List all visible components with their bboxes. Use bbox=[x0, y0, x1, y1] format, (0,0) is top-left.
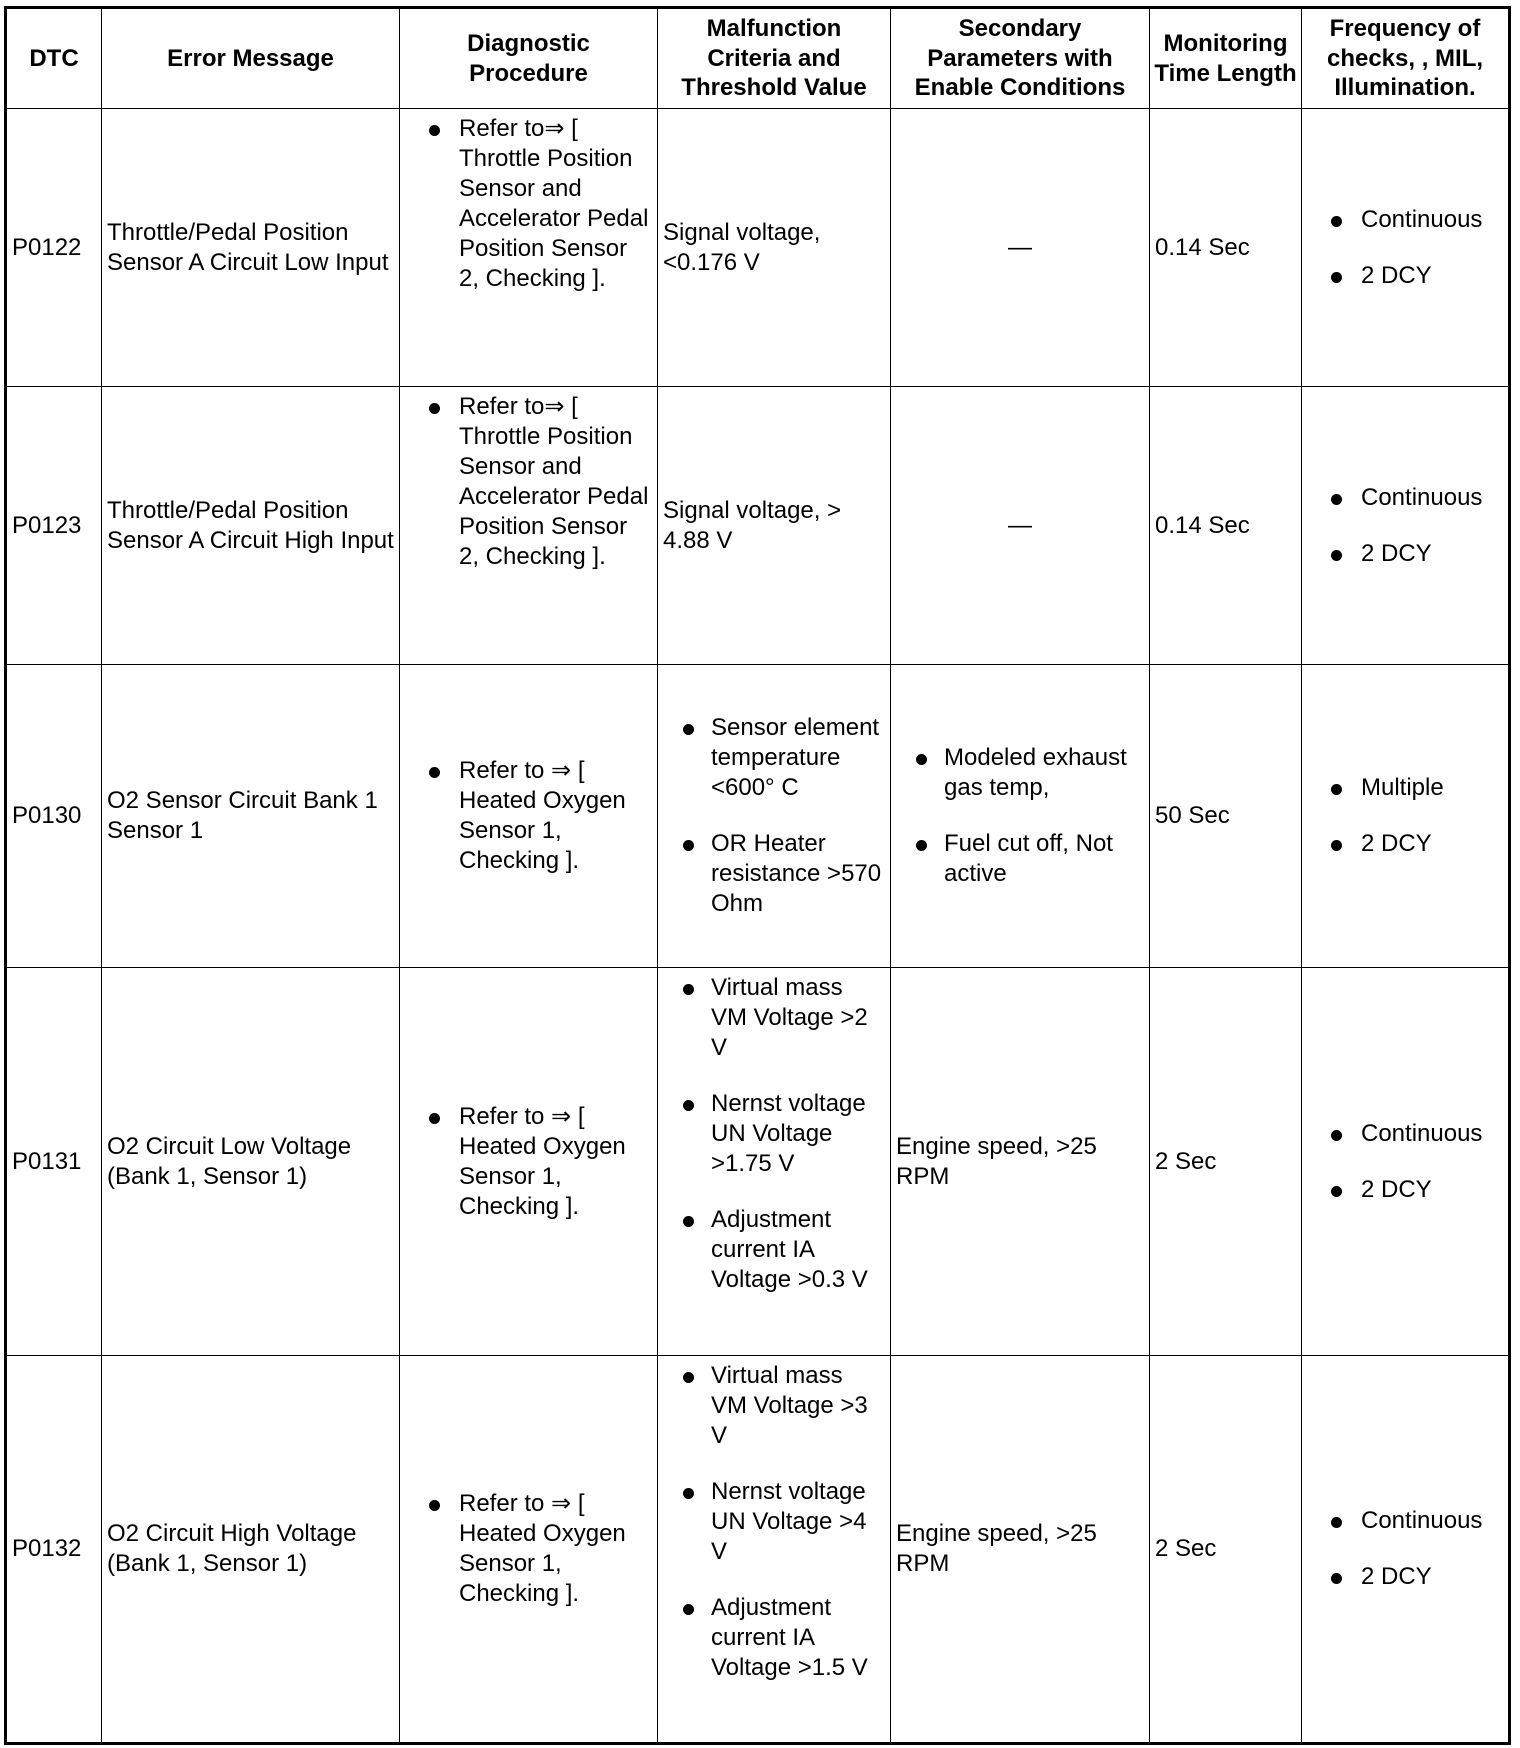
diagnostic-procedure bbox=[400, 968, 658, 1356]
secondary-parameters: — bbox=[891, 387, 1150, 665]
header-frequency: Frequency of checks, , MIL, Illumination. bbox=[1302, 8, 1510, 109]
list-item: Refer to ⇒ [ Heated Oxygen Sensor 1, Checking ]. bbox=[405, 1489, 652, 1609]
list-item: Virtual mass VM Voltage >2 V bbox=[663, 973, 885, 1063]
monitoring-time: 0.14 Sec bbox=[1150, 387, 1302, 665]
list-item: 2 DCY bbox=[1307, 539, 1503, 569]
error-message: Throttle/Pedal Position Sensor A Circuit High Input bbox=[102, 387, 400, 665]
malfunction-criteria-list bbox=[663, 713, 885, 919]
frequency-list bbox=[1307, 483, 1503, 569]
header-diagnostic-procedure: Diagnostic Procedure bbox=[400, 8, 658, 109]
diagnostic-procedure-list bbox=[405, 756, 652, 876]
monitoring-time: 2 Sec bbox=[1150, 1356, 1302, 1744]
diagnostic-procedure-list bbox=[405, 114, 652, 294]
frequency bbox=[1302, 387, 1510, 665]
list-item: Adjustment current IA Voltage >0.3 V bbox=[663, 1205, 885, 1295]
diagnostic-procedure bbox=[400, 665, 658, 968]
error-message: O2 Circuit High Voltage (Bank 1, Sensor 1) bbox=[102, 1356, 400, 1744]
diagnostic-procedure bbox=[400, 1356, 658, 1744]
error-message: O2 Circuit Low Voltage (Bank 1, Sensor 1) bbox=[102, 968, 400, 1356]
list-item: Modeled exhaust gas temp, bbox=[896, 743, 1144, 803]
diagnostic-procedure bbox=[400, 109, 658, 387]
frequency bbox=[1302, 109, 1510, 387]
dtc-table bbox=[4, 6, 1511, 1745]
secondary-parameters bbox=[891, 665, 1150, 968]
list-item: Refer to⇒ [ Throttle Position Sensor and Accelerator Pedal Position Sensor 2, Checking ]. bbox=[405, 114, 652, 294]
header-row bbox=[6, 8, 1510, 109]
table-row bbox=[6, 109, 1510, 387]
frequency-list bbox=[1307, 773, 1503, 859]
frequency-list bbox=[1307, 1119, 1503, 1205]
header-secondary-parameters: Secondary Parameters with Enable Conditions bbox=[891, 8, 1150, 109]
list-item: Continuous bbox=[1307, 205, 1503, 235]
list-item: Fuel cut off, Not active bbox=[896, 829, 1144, 889]
list-item: 2 DCY bbox=[1307, 1562, 1503, 1592]
frequency bbox=[1302, 1356, 1510, 1744]
list-item: Virtual mass VM Voltage >3 V bbox=[663, 1361, 885, 1451]
list-item: Multiple bbox=[1307, 773, 1503, 803]
table-row bbox=[6, 1356, 1510, 1744]
dtc-code: P0130 bbox=[6, 665, 102, 968]
secondary-parameters-list bbox=[896, 743, 1144, 889]
frequency bbox=[1302, 968, 1510, 1356]
monitoring-time: 0.14 Sec bbox=[1150, 109, 1302, 387]
malfunction-criteria-list bbox=[663, 973, 885, 1295]
diagnostic-procedure-list bbox=[405, 1489, 652, 1609]
table-row bbox=[6, 665, 1510, 968]
list-item: OR Heater resistance >570 Ohm bbox=[663, 829, 885, 919]
malfunction-criteria bbox=[658, 968, 891, 1356]
list-item: Refer to⇒ [ Throttle Position Sensor and Accelerator Pedal Position Sensor 2, Checking ]. bbox=[405, 392, 652, 572]
monitoring-time: 50 Sec bbox=[1150, 665, 1302, 968]
malfunction-criteria-list bbox=[663, 1361, 885, 1683]
list-item: Nernst voltage UN Voltage >1.75 V bbox=[663, 1089, 885, 1179]
list-item: Refer to ⇒ [ Heated Oxygen Sensor 1, Checking ]. bbox=[405, 756, 652, 876]
list-item: 2 DCY bbox=[1307, 1175, 1503, 1205]
malfunction-criteria bbox=[658, 1356, 891, 1744]
dtc-code: P0123 bbox=[6, 387, 102, 665]
list-item: 2 DCY bbox=[1307, 829, 1503, 859]
malfunction-criteria: Signal voltage, <0.176 V bbox=[658, 109, 891, 387]
header-monitoring-time: Monitoring Time Length bbox=[1150, 8, 1302, 109]
diagnostic-procedure-list bbox=[405, 1102, 652, 1222]
list-item: Adjustment current IA Voltage >1.5 V bbox=[663, 1593, 885, 1683]
diagnostic-procedure-list bbox=[405, 392, 652, 572]
malfunction-criteria: Signal voltage, > 4.88 V bbox=[658, 387, 891, 665]
list-item: Nernst voltage UN Voltage >4 V bbox=[663, 1477, 885, 1567]
secondary-parameters: — bbox=[891, 109, 1150, 387]
frequency-list bbox=[1307, 205, 1503, 291]
list-item: Continuous bbox=[1307, 1506, 1503, 1536]
list-item: 2 DCY bbox=[1307, 261, 1503, 291]
header-malfunction-criteria: Malfunction Criteria and Threshold Value bbox=[658, 8, 891, 109]
diagnostic-procedure bbox=[400, 387, 658, 665]
monitoring-time: 2 Sec bbox=[1150, 968, 1302, 1356]
header-dtc: DTC bbox=[6, 8, 102, 109]
secondary-parameters: Engine speed, >25 RPM bbox=[891, 968, 1150, 1356]
list-item: Refer to ⇒ [ Heated Oxygen Sensor 1, Checking ]. bbox=[405, 1102, 652, 1222]
frequency bbox=[1302, 665, 1510, 968]
dtc-code: P0132 bbox=[6, 1356, 102, 1744]
dtc-code: P0122 bbox=[6, 109, 102, 387]
table-row bbox=[6, 387, 1510, 665]
error-message: Throttle/Pedal Position Sensor A Circuit Low Input bbox=[102, 109, 400, 387]
secondary-parameters: Engine speed, >25 RPM bbox=[891, 1356, 1150, 1744]
header-error-message: Error Message bbox=[102, 8, 400, 109]
error-message: O2 Sensor Circuit Bank 1 Sensor 1 bbox=[102, 665, 400, 968]
list-item: Continuous bbox=[1307, 1119, 1503, 1149]
frequency-list bbox=[1307, 1506, 1503, 1592]
dtc-code: P0131 bbox=[6, 968, 102, 1356]
table-row bbox=[6, 968, 1510, 1356]
malfunction-criteria bbox=[658, 665, 891, 968]
list-item: Continuous bbox=[1307, 483, 1503, 513]
table-body bbox=[6, 109, 1510, 1744]
list-item: Sensor element temperature <600° C bbox=[663, 713, 885, 803]
